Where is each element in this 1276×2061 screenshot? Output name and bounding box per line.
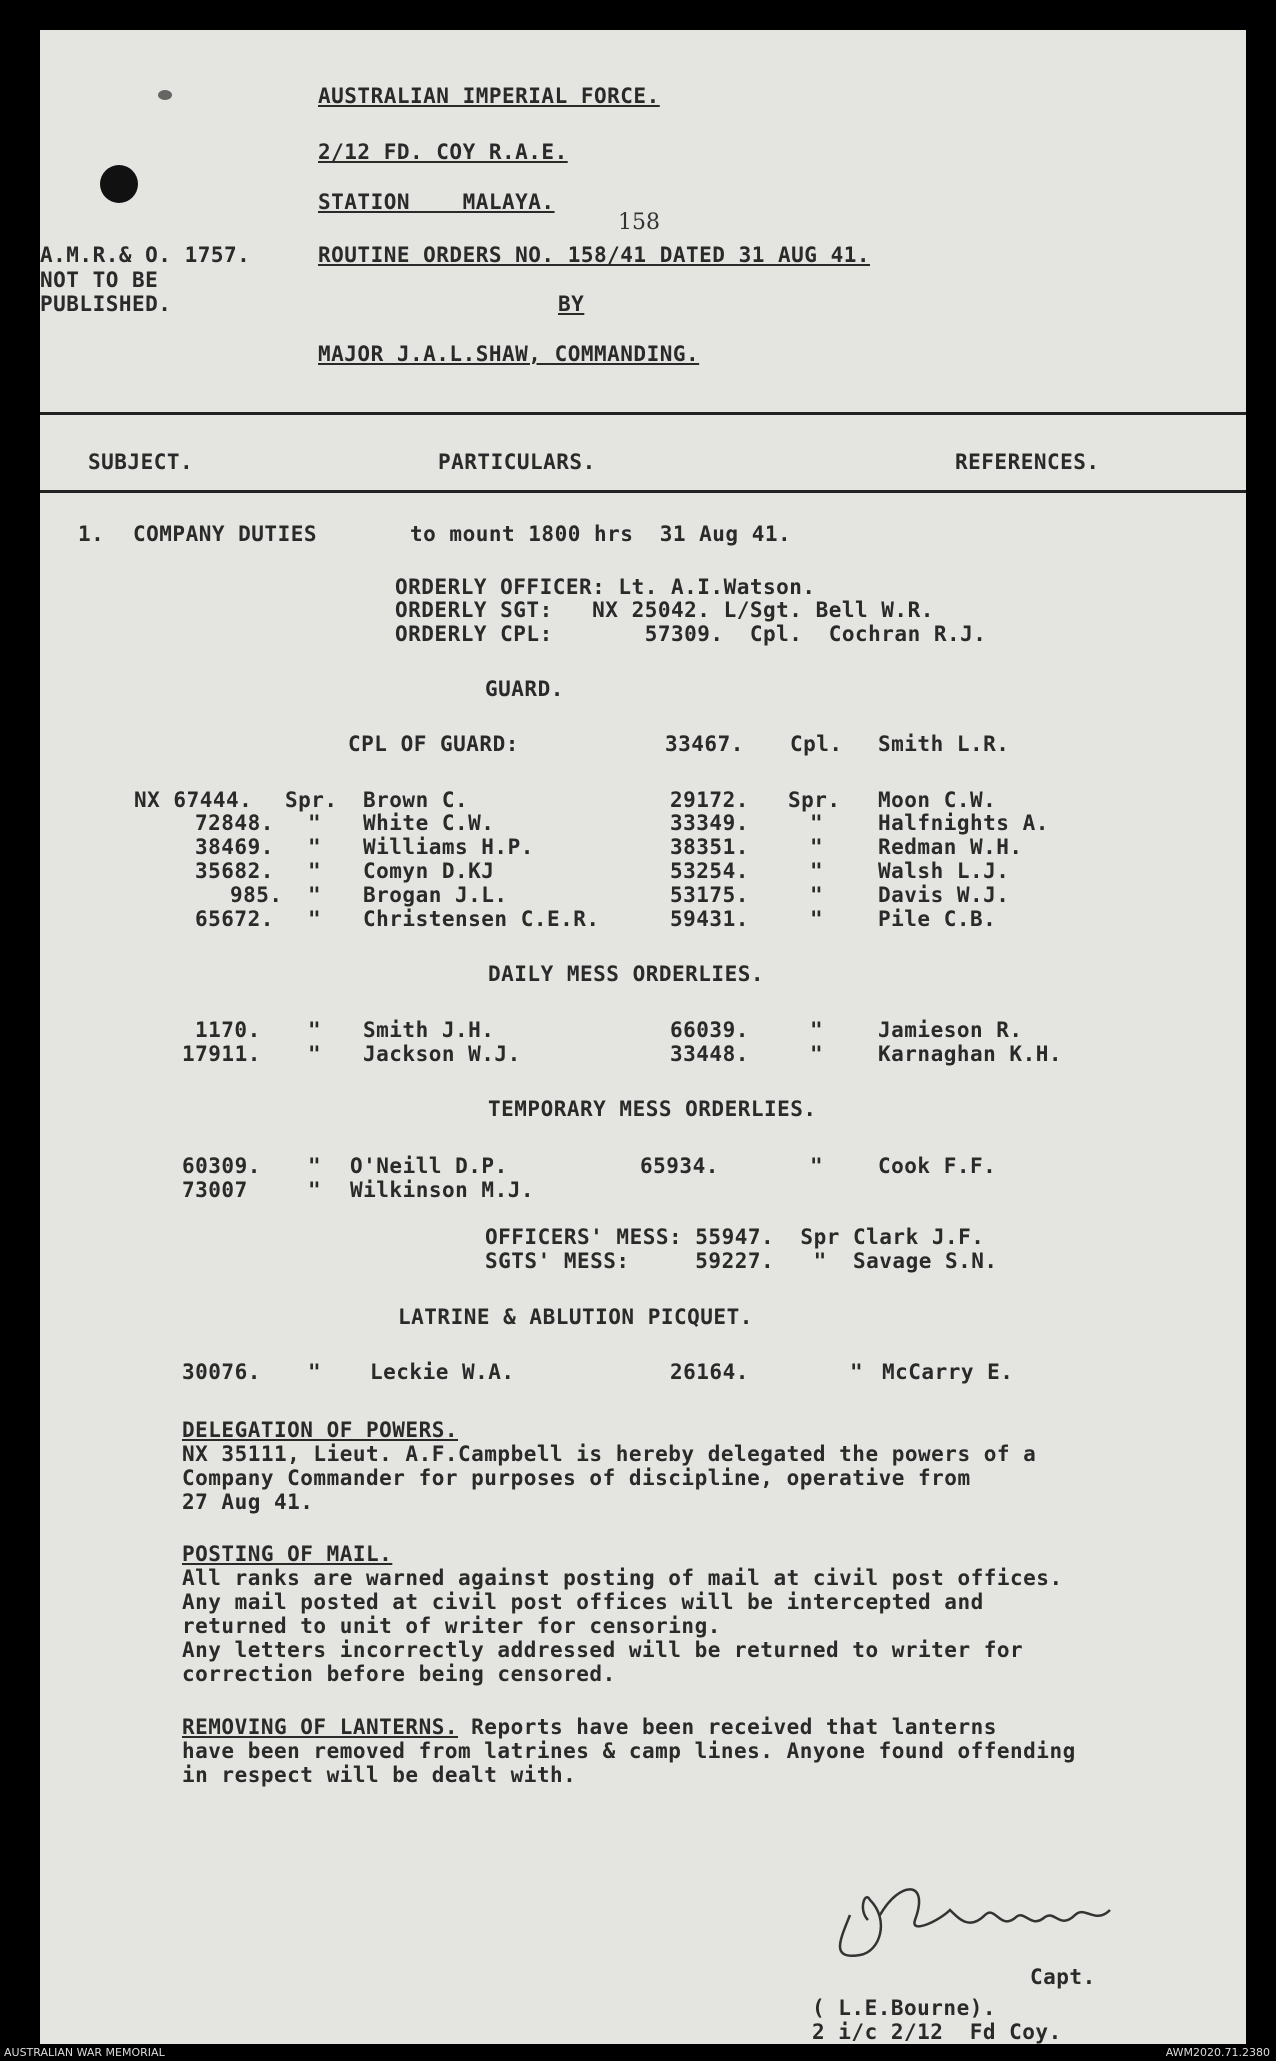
roster-no2: 65934.: [640, 1154, 719, 1178]
roster-no: 35682.: [195, 859, 274, 883]
signature-name: ( L.E.Bourne).: [812, 1996, 997, 2020]
delegation-heading: DELEGATION OF POWERS.: [182, 1418, 459, 1442]
cpl-of-guard-name: Smith L.R.: [878, 732, 1010, 756]
roster-no2: 26164.: [670, 1360, 749, 1384]
roster-name: Christensen C.E.R.: [363, 907, 600, 931]
roster-rank2: ": [810, 859, 824, 883]
roster-rank: ": [308, 835, 322, 859]
delegation-line: NX 35111, Lieut. A.F.Campbell is hereby delegated the powers of a: [182, 1442, 1037, 1466]
roster-rank: Spr.: [285, 788, 338, 812]
roster-name2: Davis W.J.: [878, 883, 1010, 907]
roster-name: Jackson W.J.: [363, 1042, 521, 1066]
lanterns-line: have been removed from latrines & camp lines. Anyone found offending: [182, 1739, 1076, 1763]
roster-name2: Jamieson R.: [878, 1018, 1023, 1042]
roster-no: 1170.: [195, 1018, 261, 1042]
roster-rank: ": [308, 859, 322, 883]
header-unit: 2/12 FD. COY R.A.E.: [318, 140, 568, 164]
mail-line: returned to unit of writer for censoring.: [182, 1614, 721, 1638]
signature-unit: 2 i/c 2/12 Fd Coy.: [812, 2020, 1062, 2044]
daily-mess-heading: DAILY MESS ORDERLIES.: [488, 962, 765, 986]
roster-no: NX 67444.: [134, 788, 253, 812]
header-station: STATION MALAYA.: [318, 190, 555, 214]
mail-line: Any mail posted at civil post offices will be intercepted and: [182, 1590, 984, 1614]
mail-line: Any letters incorrectly addressed will be returned to writer for: [182, 1638, 1024, 1662]
amr-line3: PUBLISHED.: [40, 292, 172, 316]
amr-line1: A.M.R.& O. 1757.: [40, 243, 251, 267]
roster-no2: 33349.: [670, 811, 749, 835]
roster-name2: Pile C.B.: [878, 907, 997, 931]
handwritten-signature: [810, 1860, 1170, 1970]
roster-name2: Moon C.W.: [878, 788, 997, 812]
roster-name: Comyn D.KJ: [363, 859, 495, 883]
divider-top: [40, 412, 1246, 415]
roster-rank: ": [308, 1178, 322, 1202]
roster-no: 73007: [182, 1178, 248, 1202]
routine-orders: ROUTINE ORDERS NO. 158/41 DATED 31 AUG 41.: [318, 243, 871, 267]
item-number: 1.: [78, 522, 105, 546]
sgts-mess: SGTS' MESS: 59227. " Savage S.N.: [485, 1249, 998, 1273]
roster-name: Wilkinson M.J.: [350, 1178, 535, 1202]
latrine-heading: LATRINE & ABLUTION PICQUET.: [398, 1305, 753, 1329]
roster-no2: 53254.: [670, 859, 749, 883]
roster-rank2: ": [810, 1018, 824, 1042]
mail-line: correction before being censored.: [182, 1662, 616, 1686]
cpl-of-guard-no: 33467.: [665, 732, 744, 756]
guard-heading: GUARD.: [485, 677, 564, 701]
punch-hole: [100, 165, 138, 203]
col-particulars: PARTICULARS.: [438, 450, 596, 474]
orderly-sgt: ORDERLY SGT: NX 25042. L/Sgt. Bell W.R.: [395, 598, 934, 622]
roster-no: 985.: [230, 883, 283, 907]
temp-mess-heading: TEMPORARY MESS ORDERLIES.: [488, 1097, 817, 1121]
footer-right: AWM2020.71.2380: [1165, 2046, 1270, 2059]
roster-rank: ": [308, 1360, 322, 1384]
roster-rank2: ": [810, 811, 824, 835]
mail-line: All ranks are warned against posting of mail at civil post offices.: [182, 1566, 1063, 1590]
lanterns-line: in respect will be dealt with.: [182, 1763, 577, 1787]
roster-rank: ": [308, 883, 322, 907]
roster-no2: 53175.: [670, 883, 749, 907]
delegation-line: Company Commander for purposes of discipline, operative from: [182, 1466, 971, 1490]
roster-no: 65672.: [195, 907, 274, 931]
roster-name: Brogan J.L.: [363, 883, 508, 907]
roster-name2: Karnaghan K.H.: [878, 1042, 1063, 1066]
roster-no2: 29172.: [670, 788, 749, 812]
roster-rank2: ": [850, 1360, 864, 1384]
roster-name: O'Neill D.P.: [350, 1154, 508, 1178]
roster-rank2: ": [810, 835, 824, 859]
roster-name2: Cook F.F.: [878, 1154, 997, 1178]
delegation-line: 27 Aug 41.: [182, 1490, 314, 1514]
roster-no: 38469.: [195, 835, 274, 859]
roster-name: Williams H.P.: [363, 835, 534, 859]
roster-name: Brown C.: [363, 788, 469, 812]
officers-mess: OFFICERS' MESS: 55947. Spr Clark J.F.: [485, 1225, 985, 1249]
header-aif: AUSTRALIAN IMPERIAL FORCE.: [318, 84, 660, 108]
roster-no: 72848.: [195, 811, 274, 835]
roster-name2: Redman W.H.: [878, 835, 1023, 859]
roster-no: 17911.: [182, 1042, 261, 1066]
roster-name: Smith J.H.: [363, 1018, 495, 1042]
roster-rank2: ": [810, 883, 824, 907]
document-page: [40, 30, 1246, 2044]
amr-line2: NOT TO BE: [40, 268, 159, 292]
footer-left: AUSTRALIAN WAR MEMORIAL: [4, 2046, 165, 2059]
roster-rank2: ": [810, 907, 824, 931]
roster-rank: ": [308, 907, 322, 931]
signature-rank: Capt.: [1030, 1965, 1096, 1989]
col-subject: SUBJECT.: [88, 450, 194, 474]
divider-bottom: [40, 490, 1246, 493]
col-references: REFERENCES.: [955, 450, 1100, 474]
roster-name2: Halfnights A.: [878, 811, 1049, 835]
roster-name2: Walsh L.J.: [878, 859, 1010, 883]
roster-no: 30076.: [182, 1360, 261, 1384]
duties-title: COMPANY DUTIES: [133, 522, 318, 546]
roster-no2: 66039.: [670, 1018, 749, 1042]
roster-name: White C.W.: [363, 811, 495, 835]
roster-no2: 38351.: [670, 835, 749, 859]
roster-rank2: Spr.: [788, 788, 841, 812]
roster-rank: ": [308, 1154, 322, 1178]
roster-rank: ": [308, 811, 322, 835]
roster-no: 60309.: [182, 1154, 261, 1178]
roster-no2: 33448.: [670, 1042, 749, 1066]
lanterns-line1-rest: Reports have been received that lanterns: [458, 1715, 997, 1739]
roster-rank: ": [308, 1042, 322, 1066]
roster-rank2: ": [810, 1042, 824, 1066]
lanterns-heading: REMOVING OF LANTERNS.: [182, 1715, 459, 1739]
lanterns-first-line: [182, 1715, 997, 1739]
handwritten-order-number: 158: [618, 210, 660, 235]
orderly-officer: ORDERLY OFFICER: Lt. A.I.Watson.: [395, 575, 816, 599]
header-by: BY: [558, 292, 585, 316]
roster-no2: 59431.: [670, 907, 749, 931]
header-commanding: MAJOR J.A.L.SHAW, COMMANDING.: [318, 342, 700, 366]
punch-hole: [158, 90, 172, 100]
roster-name: Leckie W.A.: [370, 1360, 515, 1384]
duties-mount: to mount 1800 hrs 31 Aug 41.: [410, 522, 792, 546]
cpl-of-guard-rank: Cpl.: [790, 732, 843, 756]
roster-name2: McCarry E.: [882, 1360, 1014, 1384]
roster-rank: ": [308, 1018, 322, 1042]
cpl-of-guard-label: CPL OF GUARD:: [348, 732, 519, 756]
roster-rank2: ": [810, 1154, 824, 1178]
orderly-cpl: ORDERLY CPL: 57309. Cpl. Cochran R.J.: [395, 622, 987, 646]
mail-heading: POSTING OF MAIL.: [182, 1542, 393, 1566]
